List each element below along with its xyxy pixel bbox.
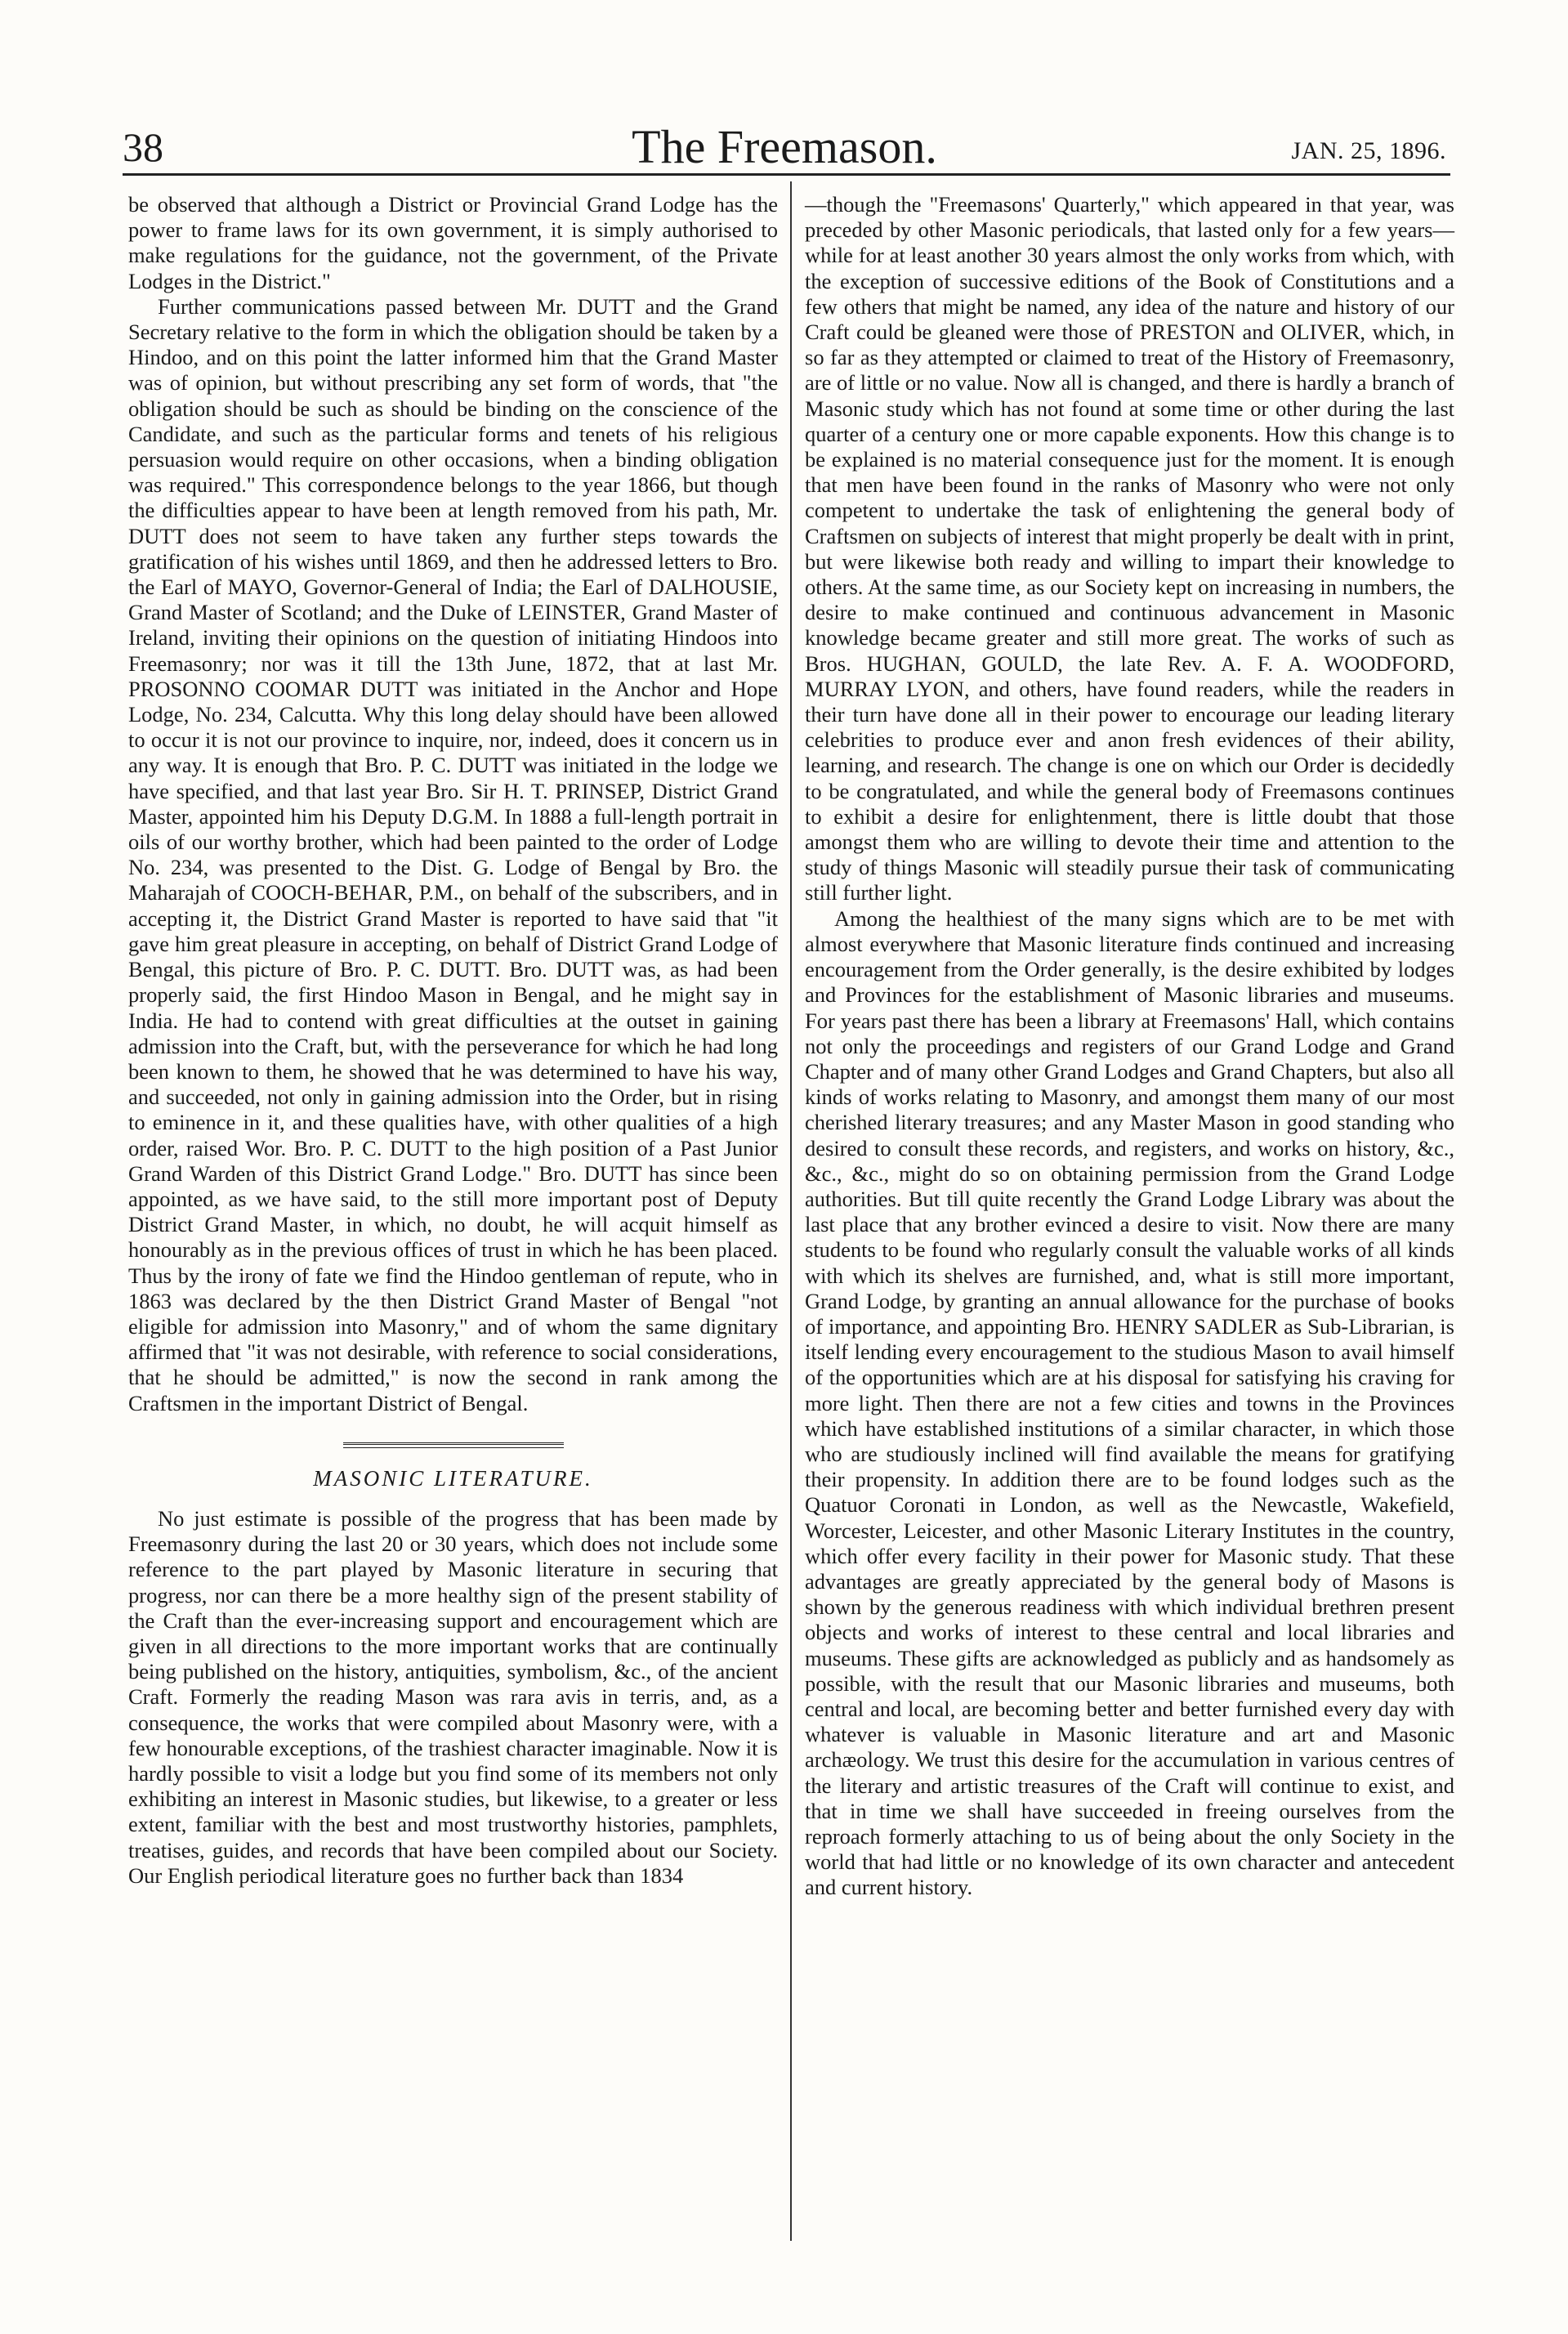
- section-heading: MASONIC LITERATURE.: [313, 1465, 593, 1491]
- right-column: [805, 192, 1454, 1901]
- masthead: [123, 120, 1446, 180]
- issue-date: JAN. 25, 1896.: [1291, 137, 1446, 164]
- article-paragraph: —though the "Freemasons' Quarterly," which appeared in that year, was preceded by other Masonic periodicals, that lasted only for a few years—while for at least another 30 years almost the only works from which, with the exception of successive editions of the Book of Constitutions and a few others that might be named, any idea of the nature and history of our Craft could be gleaned were those of PRESTON and OLIVER, which, in so far as they attempted or claimed to treat of the History of Freemasonry, are of little or no value. Now all is changed, and there is hardly a branch of Masonic study which has not found at some time or other during the last quarter of a century one or more capable exponents. How this change is to be explained is no material consequence just for the moment. It is enough that men have been found in the ranks of Masonry who were not only competent to undertake the task of enlightening the general body of Craftsmen on subjects of interest that might properly be dealt with in print, but were likewise both ready and willing to impart their knowledge to others. At the same time, as our Society kept on increasing in numbers, the desire to make continued and continuous advancement in Masonic knowledge became greater and still more great. The works of such as Bros. HUGHAN, GOULD, the late Rev. A. F. A. WOODFORD, MURRAY LYON, and others, have found readers, while the readers in their turn have done all in their power to encourage our leading literary celebrities to produce ever and anon fresh evidences of their ability, learning, and research. The change is one on which our Order is decidedly to be congratulated, and while the general body of Freemasons continues to exhibit a desire for enlightenment, there is little doubt that those amongst them who are willing to devote their time and attention to the study of things Masonic will steadily pursue their task of communicating still further light.: [805, 192, 1454, 905]
- column-divider: [790, 181, 792, 2241]
- article-paragraph: No just estimate is possible of the progress that has been made by Freemasonry during the last 20 or 30 years, which does not include some reference to the part played by Masonic literature in securing that progress, nor can there be a more healthy sign of the present stability of the Craft than the ever-increasing support and encouragement which are given in all directions to the more important works that are continually being published on the history, antiquities, symbolism, &c., of the ancient Craft. Formerly the reading Mason was rara avis in terris, and, as a consequence, the works that were compiled about Masonry were, with a few honourable exceptions, of the trashiest character imaginable. Now it is hardly possible to visit a lodge but you find some of its members not only exhibiting an interest in Masonic studies, but likewise, to a greater or less extent, familiar with the best and most trustworthy histories, pamphlets, treatises, guides, and records that have been compiled about our Society. Our English periodical literature goes no further back than 1834: [128, 1505, 778, 1888]
- section-divider: [343, 1442, 564, 1448]
- article-paragraph: Among the healthiest of the many signs which are to be met with almost everywhere that Masonic literature finds continued and increasing encouragement from the Order generally, is the desire exhibited by lodges and Provinces for the establishment of Masonic libraries and museums. For years past there has been a library at Freemasons' Hall, which contains not only the proceedings and registers of our Grand Lodge and Grand Chapter and of many other Grand Lodges and Grand Chapters, but also all kinds of works relating to Masonry, and amongst them many of our most cherished literary treasures; and any Master Mason in good standing who desired to consult these records, and registers, and works on history, &c., &c., &c., might do so on obtaining permission from the Grand Lodge authorities. But till quite recently the Grand Lodge Library was about the last place that any brother evinced a desire to visit. Now there are many students to be found who regularly consult the valuable works of all kinds with which its shelves are furnished, and, what is still more important, Grand Lodge, by granting an annual allowance for the purchase of books of importance, and appointing Bro. HENRY SADLER as Sub-Librarian, is itself lending every encouragement to the studious Mason to avail himself of the opportunities which are at his disposal for satisfying his craving for more light. Then there are not a few cities and towns in the Provinces which have established institutions of a similar character, in which those who are studiously inclined will find available the means for gratifying their propensity. In addition there are to be found lodges such as the Quatuor Coronati in London, as well as the Newcastle, Wakefield, Worcester, Leicester, and other Masonic Literary Institutes in the country, which offer every facility in their power for Masonic study. That these advantages are greatly appreciated by the general body of Masons is shown by the generous readiness with which individual brethren present objects and works of interest to these central and local libraries and museums. These gifts are acknowledged as publicly and as handsomely as possible, with the result that our Masonic libraries and museums, both central and local, are becoming better and better furnished every day with whatever is valuable in Masonic literature and art and Masonic archæology. We trust this desire for the accumulation in various centres of the literary and artistic treasures of the Craft will continue to exist, and that in time we shall have succeeded in freeing ourselves from the reproach formerly attaching to us of being about the only Society in the world that had little or no knowledge of its own character and antecedent and current history.: [805, 905, 1454, 1900]
- page-number: 38: [123, 124, 163, 170]
- left-column: [128, 192, 778, 1889]
- article-paragraph: be observed that although a District or Provincial Grand Lodge has the power to frame laws for its own government, it is simply authorised to make regulations for the guidance, not the government, of the Private Lodges in the District.": [128, 192, 778, 293]
- masthead-rule: [123, 173, 1450, 176]
- newspaper-title: The Freemason.: [632, 120, 937, 173]
- article-paragraph: Further communications passed between Mr. DUTT and the Grand Secretary relative to the form in which the obligation should be taken by a Hindoo, and on this point the latter informed him that the Grand Master was of opinion, but without prescribing any set form of words, that "the obligation should be such as should be binding on the conscience of the Candidate, and such as the particular forms and tenets of his religious persuasion would require on other occasions, when a binding obligation was required." This correspondence belongs to the year 1866, but though the difficulties appear to have been at length removed from his path, Mr. DUTT does not seem to have taken any further steps towards the gratification of his wishes until 1869, and then he addressed letters to Bro. the Earl of MAYO, Governor-General of India; the Earl of DALHOUSIE, Grand Master of Scotland; and the Duke of LEINSTER, Grand Master of Ireland, inviting their opinions on the question of initiating Hindoos into Freemasonry; nor was it till the 13th June, 1872, that at last Mr. PROSONNO COOMAR DUTT was initiated in the Anchor and Hope Lodge, No. 234, Calcutta. Why this long delay should have been allowed to occur it is not our province to inquire, nor, indeed, does it concern us in any way. It is enough that Bro. P. C. DUTT was initiated in the lodge we have specified, and that last year Bro. Sir H. T. PRINSEP, District Grand Master, appointed him his Deputy D.G.M. In 1888 a full-length portrait in oils of our worthy brother, which had been painted to the order of Lodge No. 234, was presented to the Dist. G. Lodge of Bengal by Bro. the Maharajah of COOCH-BEHAR, P.M., on behalf of the subscribers, and in accepting it, the District Grand Master is reported to have said that "it gave him great pleasure in accepting, on behalf of District Grand Lodge of Bengal, this picture of Bro. P. C. DUTT. Bro. DUTT was, as had been properly said, the first Hindoo Mason in Bengal, and he might say in India. He had to contend with great difficulties at the outset in gaining admission into the Craft, but, with the perseverance for which he had long been known to them, he showed that he was determined to have his way, and succeeded, not only in gaining admission into the Order, but in rising to eminence in it, and these qualities have, with other qualities of a high order, raised Wor. Bro. P. C. DUTT to the high position of a Past Junior Grand Warden of this District Grand Lodge." Bro. DUTT has since been appointed, as we have said, to the still more important post of Deputy District Grand Master, in which, no doubt, he will acquit himself as honourably as in the previous offices of trust in which he has been placed. Thus by the irony of fate we find the Hindoo gentleman of repute, who in 1863 was declared by the then District Grand Master of Bengal "not eligible for admission into Masonry," and of whom the same dignitary affirmed that "it was not desirable, with reference to social considerations, that he should be admitted," is now the second in rank among the Craftsmen in the important District of Bengal.: [128, 293, 778, 1415]
